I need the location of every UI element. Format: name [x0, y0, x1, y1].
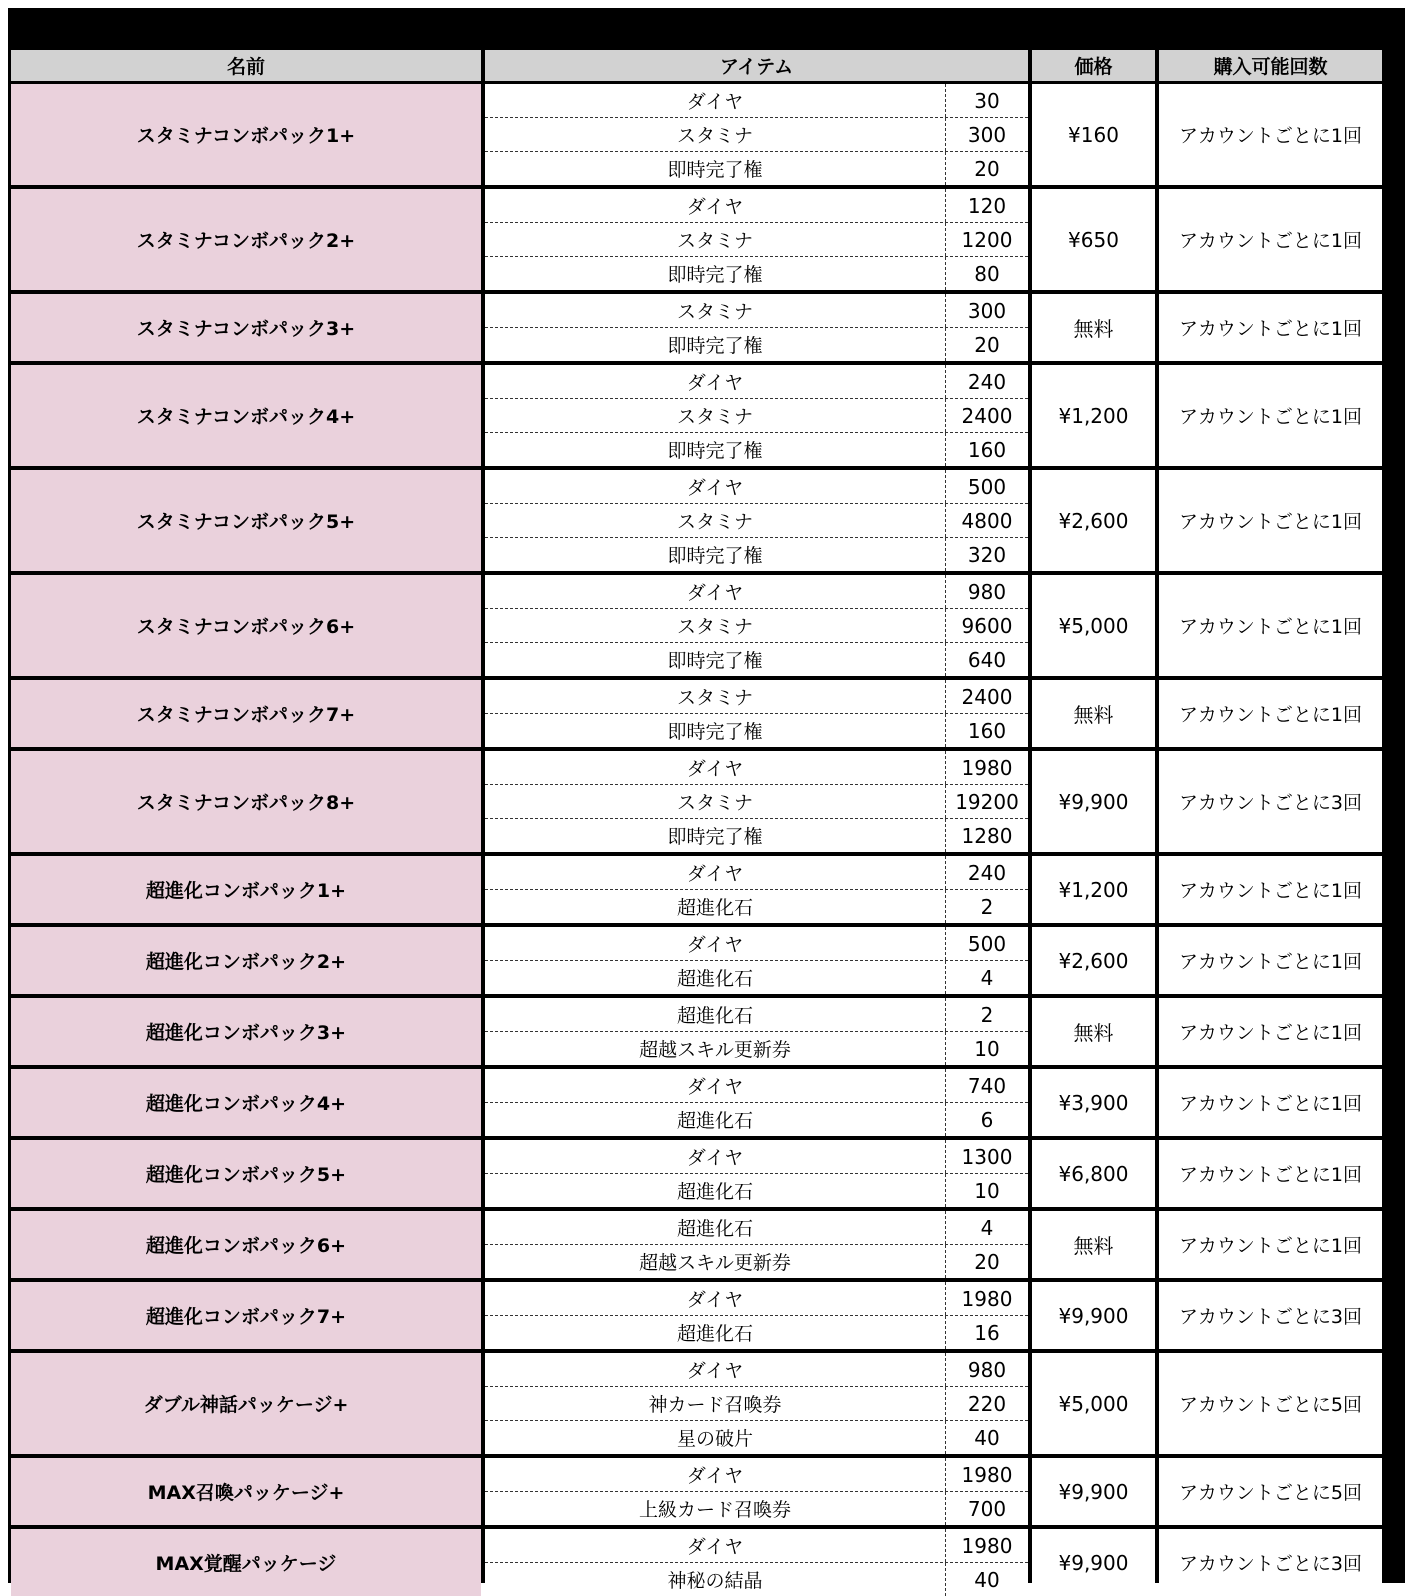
purchase-limit: アカウントごとに1回 [1159, 1211, 1382, 1278]
package-name: スタミナコンボパック3+ [11, 294, 481, 361]
package-price: 無料 [1032, 998, 1155, 1065]
item-line [485, 222, 1028, 256]
item-label: 即時完了権 [485, 538, 946, 571]
package-price: ¥6,800 [1032, 1140, 1155, 1207]
item-line [485, 960, 1028, 994]
package-items [485, 1458, 1028, 1525]
package-items [485, 680, 1028, 747]
item-quantity: 160 [967, 718, 1007, 743]
item-line [485, 84, 1028, 117]
item-quantity: 1980 [961, 755, 1013, 780]
package-price: ¥9,900 [1032, 1282, 1155, 1349]
item-quantity: 10 [974, 1036, 1000, 1061]
purchase-limit: アカウントごとに1回 [1159, 927, 1382, 994]
item-quantity: 2400 [961, 403, 1013, 428]
package-table [8, 8, 1405, 1592]
item-label: ダイヤ [485, 365, 946, 398]
item-label: 上級カード召喚券 [485, 1492, 946, 1525]
purchase-limit: アカウントごとに1回 [1159, 365, 1382, 466]
package-name: 超進化コンボパック5+ [11, 1140, 481, 1207]
package-name: スタミナコンボパック2+ [11, 189, 481, 290]
purchase-limit: アカウントごとに3回 [1159, 1282, 1382, 1349]
item-line [485, 927, 1028, 960]
item-line [485, 398, 1028, 432]
item-line [485, 537, 1028, 571]
item-label: ダイヤ [485, 1069, 946, 1102]
purchase-limit: アカウントごとに1回 [1159, 294, 1382, 361]
package-items [485, 470, 1028, 571]
purchase-limit: アカウントごとに1回 [1159, 470, 1382, 571]
item-line [485, 1315, 1028, 1349]
purchase-limit: アカウントごとに1回 [1159, 189, 1382, 290]
purchase-limit: アカウントごとに1回 [1159, 856, 1382, 923]
package-name: 超進化コンボパック4+ [11, 1069, 481, 1136]
item-quantity: 1980 [961, 1533, 1013, 1558]
item-quantity: 240 [967, 369, 1007, 394]
item-quantity: 80 [974, 261, 1000, 286]
item-line [485, 327, 1028, 361]
item-quantity: 640 [967, 647, 1007, 672]
header-item: アイテム [485, 50, 1028, 81]
item-label: ダイヤ [485, 189, 946, 222]
item-label: 神カード召喚券 [485, 1387, 946, 1420]
item-line [485, 1244, 1028, 1278]
item-line [485, 1069, 1028, 1102]
item-label: 超進化石 [485, 961, 946, 994]
item-line [485, 751, 1028, 784]
item-label: 超進化石 [485, 1316, 946, 1349]
item-line [485, 1529, 1028, 1562]
item-line [485, 784, 1028, 818]
purchase-limit: アカウントごとに1回 [1159, 1069, 1382, 1136]
item-label: ダイヤ [485, 575, 946, 608]
item-label: スタミナ [485, 294, 946, 327]
item-line [485, 856, 1028, 889]
item-quantity: 30 [974, 88, 1000, 113]
package-price: ¥5,000 [1032, 1353, 1155, 1454]
item-quantity: 240 [967, 860, 1007, 885]
package-price: ¥9,900 [1032, 1529, 1155, 1596]
item-quantity: 980 [967, 1357, 1007, 1382]
package-items [485, 1282, 1028, 1349]
item-line [485, 818, 1028, 852]
item-line [485, 1211, 1028, 1244]
purchase-limit: アカウントごとに1回 [1159, 575, 1382, 676]
item-quantity: 2 [980, 894, 994, 919]
item-line [485, 575, 1028, 608]
purchase-limit: アカウントごとに3回 [1159, 1529, 1382, 1596]
package-price: ¥160 [1032, 84, 1155, 185]
item-line [485, 1458, 1028, 1491]
item-line [485, 1562, 1028, 1596]
item-quantity: 40 [974, 1425, 1000, 1450]
item-label: 即時完了権 [485, 433, 946, 466]
item-line [485, 432, 1028, 466]
package-price: ¥650 [1032, 189, 1155, 290]
item-quantity: 40 [974, 1567, 1000, 1592]
header-price: 価格 [1032, 50, 1155, 81]
purchase-limit: アカウントごとに1回 [1159, 84, 1382, 185]
item-quantity: 500 [967, 931, 1007, 956]
purchase-limit: アカウントごとに3回 [1159, 751, 1382, 852]
item-label: ダイヤ [485, 856, 946, 889]
item-line [485, 470, 1028, 503]
package-price: 無料 [1032, 680, 1155, 747]
item-label: 超進化石 [485, 1174, 946, 1207]
item-quantity: 1980 [961, 1286, 1013, 1311]
item-label: スタミナ [485, 609, 946, 642]
item-quantity: 980 [967, 579, 1007, 604]
item-line [485, 151, 1028, 185]
header-limit: 購入可能回数 [1159, 50, 1382, 81]
item-line [485, 642, 1028, 676]
item-quantity: 4 [980, 965, 994, 990]
package-items [485, 856, 1028, 923]
item-quantity: 220 [967, 1391, 1007, 1416]
item-label: ダイヤ [485, 1140, 946, 1173]
package-price: ¥2,600 [1032, 927, 1155, 994]
item-label: 即時完了権 [485, 643, 946, 676]
item-label: 神秘の結晶 [485, 1563, 946, 1596]
item-quantity: 20 [974, 332, 1000, 357]
item-line [485, 1140, 1028, 1173]
package-name: スタミナコンボパック6+ [11, 575, 481, 676]
package-price: 無料 [1032, 294, 1155, 361]
item-label: 即時完了権 [485, 152, 946, 185]
package-items [485, 189, 1028, 290]
item-quantity: 6 [980, 1107, 994, 1132]
package-items [485, 294, 1028, 361]
item-label: 超越スキル更新券 [485, 1032, 946, 1065]
item-label: 超進化石 [485, 1211, 946, 1244]
package-name: ダブル神話パッケージ+ [11, 1353, 481, 1454]
item-label: 星の破片 [485, 1421, 946, 1454]
item-quantity: 10 [974, 1178, 1000, 1203]
item-quantity: 20 [974, 156, 1000, 181]
item-quantity: 300 [967, 298, 1007, 323]
item-line [485, 1386, 1028, 1420]
item-label: ダイヤ [485, 1458, 946, 1491]
package-items [485, 575, 1028, 676]
item-line [485, 256, 1028, 290]
package-name: 超進化コンボパック2+ [11, 927, 481, 994]
package-items [485, 751, 1028, 852]
package-name: スタミナコンボパック4+ [11, 365, 481, 466]
item-quantity: 300 [967, 122, 1007, 147]
item-line [485, 998, 1028, 1031]
item-quantity: 1300 [961, 1144, 1013, 1169]
package-price: ¥2,600 [1032, 470, 1155, 571]
package-name: 超進化コンボパック7+ [11, 1282, 481, 1349]
purchase-limit: アカウントごとに5回 [1159, 1458, 1382, 1525]
purchase-limit: アカウントごとに5回 [1159, 1353, 1382, 1454]
item-line [485, 1491, 1028, 1525]
item-quantity: 1200 [961, 227, 1013, 252]
package-price: ¥1,200 [1032, 365, 1155, 466]
item-label: ダイヤ [485, 1282, 946, 1315]
item-quantity: 120 [967, 193, 1007, 218]
package-price: 無料 [1032, 1211, 1155, 1278]
item-line [485, 117, 1028, 151]
purchase-limit: アカウントごとに1回 [1159, 680, 1382, 747]
item-line [485, 680, 1028, 713]
item-label: ダイヤ [485, 751, 946, 784]
item-line [485, 1353, 1028, 1386]
item-quantity: 16 [974, 1320, 1000, 1345]
item-quantity: 9600 [961, 613, 1013, 638]
item-line [485, 1420, 1028, 1454]
item-label: 超進化石 [485, 1103, 946, 1136]
package-name: スタミナコンボパック7+ [11, 680, 481, 747]
item-label: スタミナ [485, 504, 946, 537]
item-quantity: 4 [980, 1215, 994, 1240]
item-quantity: 19200 [955, 789, 1019, 814]
package-price: ¥1,200 [1032, 856, 1155, 923]
package-items [485, 998, 1028, 1065]
item-quantity: 4800 [961, 508, 1013, 533]
item-quantity: 1980 [961, 1462, 1013, 1487]
purchase-limit: アカウントごとに1回 [1159, 1140, 1382, 1207]
package-name: 超進化コンボパック6+ [11, 1211, 481, 1278]
item-line [485, 713, 1028, 747]
package-items [485, 84, 1028, 185]
package-price: ¥5,000 [1032, 575, 1155, 676]
package-items [485, 365, 1028, 466]
package-name: MAX覚醒パッケージ [11, 1529, 481, 1596]
item-line [485, 1282, 1028, 1315]
package-items [485, 1140, 1028, 1207]
header-name: 名前 [11, 50, 481, 81]
item-label: ダイヤ [485, 470, 946, 503]
package-name: 超進化コンボパック3+ [11, 998, 481, 1065]
package-name: スタミナコンボパック8+ [11, 751, 481, 852]
package-price: ¥3,900 [1032, 1069, 1155, 1136]
item-label: 即時完了権 [485, 257, 946, 290]
item-quantity: 700 [967, 1496, 1007, 1521]
package-items [485, 1529, 1028, 1596]
item-line [485, 608, 1028, 642]
item-label: ダイヤ [485, 1529, 946, 1562]
package-price: ¥9,900 [1032, 1458, 1155, 1525]
item-quantity: 740 [967, 1073, 1007, 1098]
item-label: ダイヤ [485, 84, 946, 117]
package-items [485, 1069, 1028, 1136]
item-label: ダイヤ [485, 1353, 946, 1386]
package-name: MAX召喚パッケージ+ [11, 1458, 481, 1525]
item-label: 即時完了権 [485, 328, 946, 361]
package-name: スタミナコンボパック5+ [11, 470, 481, 571]
item-label: 超進化石 [485, 998, 946, 1031]
item-quantity: 160 [967, 437, 1007, 462]
item-label: 超進化石 [485, 890, 946, 923]
item-label: スタミナ [485, 118, 946, 151]
item-label: スタミナ [485, 223, 946, 256]
item-line [485, 1031, 1028, 1065]
title-bar [8, 8, 1405, 48]
item-quantity: 20 [974, 1249, 1000, 1274]
item-label: 超越スキル更新券 [485, 1245, 946, 1278]
item-label: スタミナ [485, 785, 946, 818]
item-line [485, 503, 1028, 537]
item-quantity: 500 [967, 474, 1007, 499]
item-line [485, 189, 1028, 222]
package-items [485, 927, 1028, 994]
item-line [485, 294, 1028, 327]
item-quantity: 2400 [961, 684, 1013, 709]
item-line [485, 889, 1028, 923]
item-quantity: 1280 [961, 823, 1013, 848]
item-line [485, 365, 1028, 398]
package-items [485, 1211, 1028, 1278]
item-label: 即時完了権 [485, 714, 946, 747]
item-quantity: 2 [980, 1002, 994, 1027]
package-name: スタミナコンボパック1+ [11, 84, 481, 185]
item-label: 即時完了権 [485, 819, 946, 852]
item-label: スタミナ [485, 399, 946, 432]
item-line [485, 1173, 1028, 1207]
purchase-limit: アカウントごとに1回 [1159, 998, 1382, 1065]
package-name: 超進化コンボパック1+ [11, 856, 481, 923]
package-items [485, 1353, 1028, 1454]
item-line [485, 1102, 1028, 1136]
item-label: ダイヤ [485, 927, 946, 960]
item-quantity: 320 [967, 542, 1007, 567]
package-price: ¥9,900 [1032, 751, 1155, 852]
item-label: スタミナ [485, 680, 946, 713]
